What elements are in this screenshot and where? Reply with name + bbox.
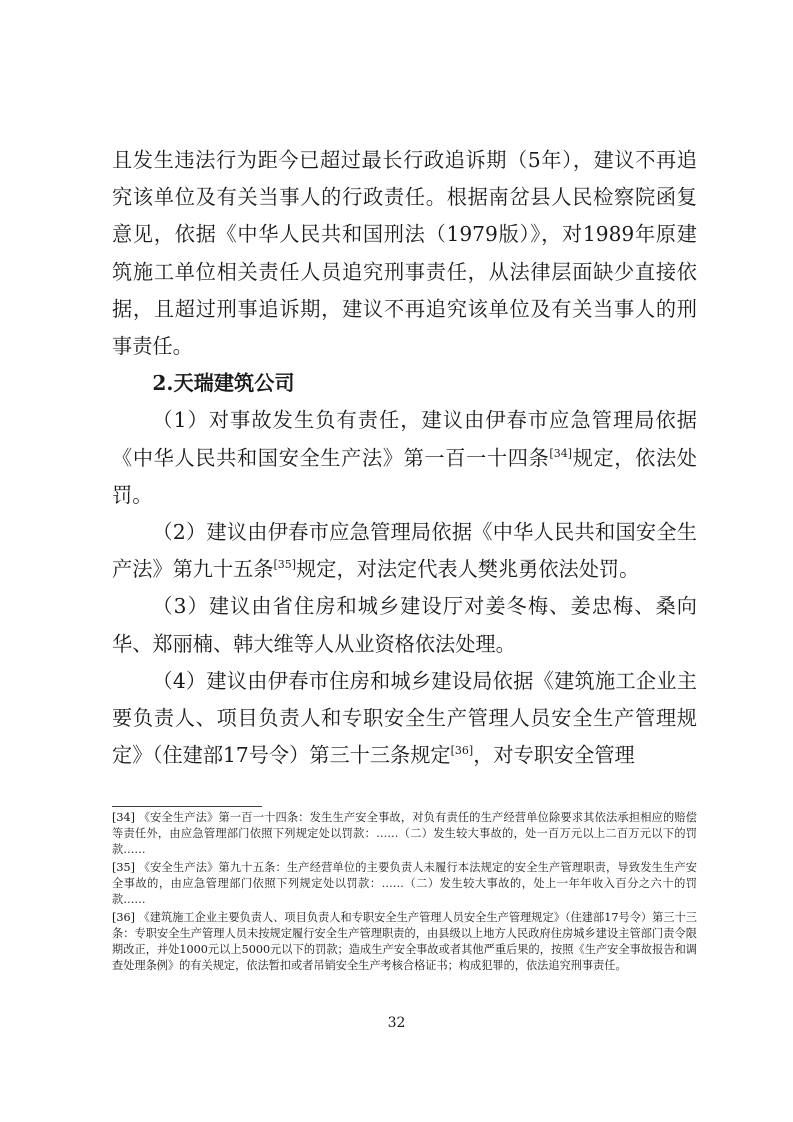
footnote-ref-35[interactable]: [35] xyxy=(273,558,297,572)
footnote-36: [36] 《建筑施工企业主要负责人、项目负责人和专职安全生产管理人员安全生产管理规定》（住建部17号令）第三十三条：专职安全生产管理人员未按规定履行安全生产管理职责的，由县级以上地方人民政府住房城乡建设主管部门责令限期改正，并处1000元以上5000元以下的罚款；造成生产安全事故或者其他严重后果的，按照《生产安全事故报告和调查处理条例》的有关规定，依法暂扣或者吊销安全生产考核合格证书；构成犯罪的，依法追究刑事责任。 xyxy=(112,911,697,972)
footnote-ref-36[interactable]: [36] xyxy=(450,744,474,758)
item-4-text-a: （4）建议由伊春市住房和城乡建设局依据《建筑施工企业主要负责人、项目负责人和专职安全生产管理人员安全生产管理规定》（住建部17号令）第三十三条规定 xyxy=(112,668,697,768)
item-4-text-b: ，对专职安全管理 xyxy=(473,743,635,768)
page-number: 32 xyxy=(387,1015,406,1031)
item-1-text-a: （1）对事故发生负有责任，建议由伊春市应急管理局依据《中华人民共和国安全生产法》第一百一十四条 xyxy=(112,408,697,470)
body-text xyxy=(112,142,697,774)
paragraph-item-3: （3）建议由省住房和城乡建设厅对姜冬梅、姜忠梅、桑向华、郑丽楠、韩大维等人从业资格依法处理。 xyxy=(112,594,697,656)
item-2-text-b: 规定，对法定代表人樊兆勇依法处罚。 xyxy=(296,557,640,582)
paragraph-item-2 xyxy=(112,514,697,588)
footnotes xyxy=(112,810,697,976)
footnote-ref-34[interactable]: [34] xyxy=(549,446,572,460)
footnote-separator xyxy=(112,806,262,807)
paragraph-item-1 xyxy=(112,402,697,514)
section-heading: 2.天瑞建筑公司 xyxy=(152,371,295,396)
footnote-35: [35] 《安全生产法》第九十五条：生产经营单位的主要负责人未履行本法规定的安全生产管理职责，导致发生生产安全事故的，由应急管理部门依照下列规定处以罚款：……（二）发生较大事故的，处上一年年收入百分之六十的罚款…… xyxy=(112,861,697,906)
footnote-34: [34] 《安全生产法》第一百一十四条：发生生产安全事故，对负有责任的生产经营单位除要求其依法承担相应的赔偿等责任外，由应急管理部门依照下列规定处以罚款：……（二）发生较大事故的，处一百万元以上二百万元以下的罚款…… xyxy=(112,811,697,856)
paragraph-item-4 xyxy=(112,663,697,775)
item-2-text-a: （2）建议由伊春市应急管理局依据《中华人民共和国安全生产法》第九十五条 xyxy=(112,520,697,582)
paragraph-intro: 且发生违法行为距今已超过最长行政追诉期（5年），建议不再追究该单位及有关当事人的行政责任。根据南岔县人民检察院函复意见，依据《中华人民共和国刑法（1979版）》，对1989年原建筑施工单位相关责任人员追究刑事责任，从法律层面缺少直接依据，且超过刑事追诉期，建议不再追究该单位及有关当事人的刑事责任。 xyxy=(112,148,697,359)
item-1-text-b: 规定，依法处罚。 xyxy=(112,445,697,507)
